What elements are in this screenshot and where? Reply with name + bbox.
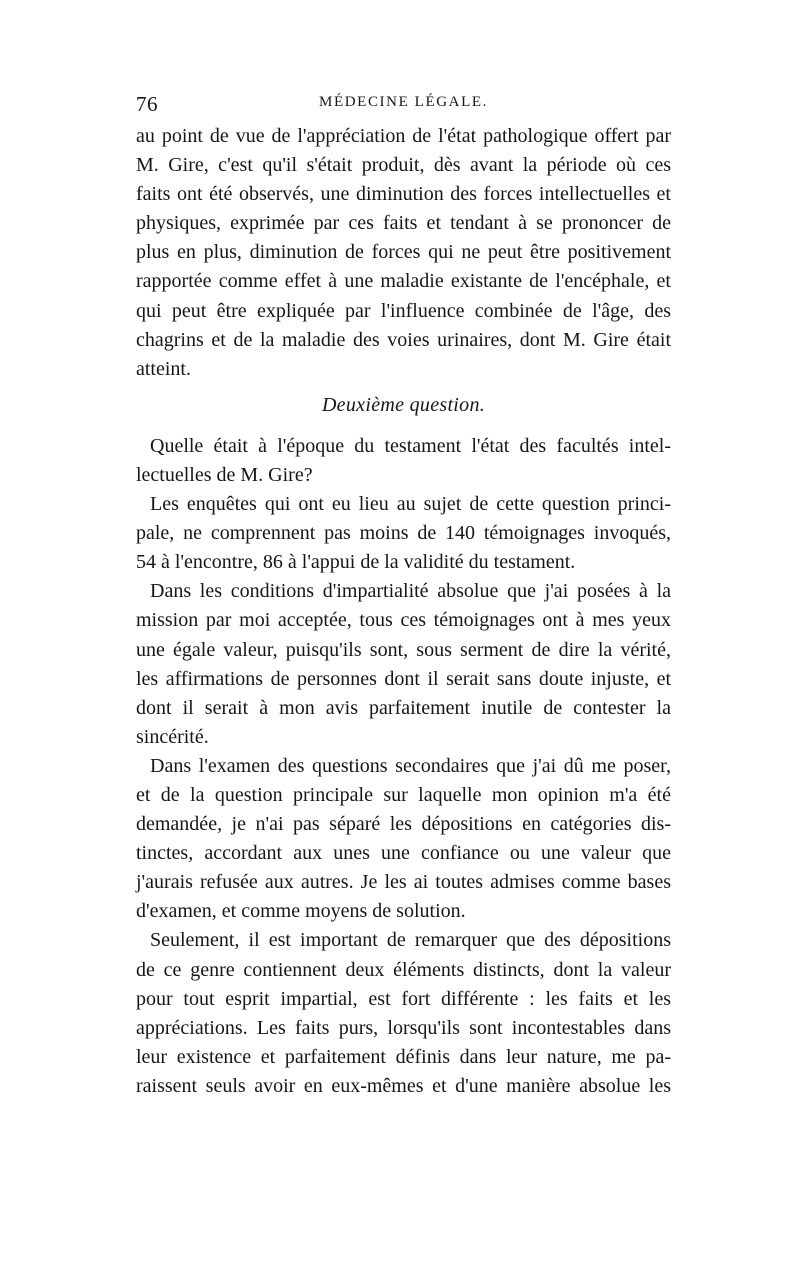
text-line: pour tout esprit impartial, est fort différente : les faits et les [136,987,671,1010]
text-line: rapportée comme effet à une maladie existante de l'encéphale, et [136,270,671,293]
text-line: physiques, exprimée par ces faits et tendant à se prononcer de [136,212,671,235]
text-line: faits ont été observés, une diminution des forces intellectuelles et [136,183,671,206]
text-line: une égale valeur, puisqu'ils sont, sous serment de dire la vérité, [136,638,671,661]
paragraph-1 [136,122,671,384]
paragraph-3 [136,490,671,577]
text-line: Les enquêtes qui ont eu lieu au sujet de cette question princi- [150,493,671,516]
text-line: les affirmations de personnes dont il serait sans doute injuste, et [136,667,671,690]
paragraph-6 [136,926,671,1101]
text-line: lectuelles de M. Gire? [136,463,313,486]
text-line: Dans les conditions d'impartialité absolue que j'ai posées à la [150,580,671,603]
text-line: 54 à l'encontre, 86 à l'appui de la validité du testament. [136,551,576,574]
running-title: MÉDECINE LÉGALE. [319,94,488,110]
paragraph-5 [136,752,671,927]
page-number: 76 [136,92,158,116]
text-line: atteint. [136,357,191,380]
text-line: pale, ne comprennent pas moins de 140 témoignages invoqués, [136,522,671,545]
text-line: mission par moi acceptée, tous ces témoignages ont à mes yeux [136,609,671,632]
text-line: Quelle était à l'époque du testament l'état des facultés intel- [150,434,671,457]
text-line: d'examen, et comme moyens de solution. [136,900,466,923]
paragraph-2 [136,432,671,490]
text-line: tinctes, accordant aux unes une confiance ou une valeur que [136,842,671,865]
body-text [136,122,671,1101]
text-line: demandée, je n'ai pas séparé les dépositions en catégories dis- [136,813,671,836]
text-line: dont il serait à mon avis parfaitement inutile de contester la [136,696,671,719]
running-head [136,92,671,118]
text-line: de ce genre contiennent deux éléments distincts, dont la valeur [136,958,671,981]
text-line: M. Gire, c'est qu'il s'était produit, dès avant la période où ces [136,154,671,177]
text-line: leur existence et parfaitement définis dans leur nature, me pa- [136,1045,671,1068]
text-line: plus en plus, diminution de forces qui ne peut être positivement [136,241,671,264]
paragraph-4 [136,577,671,752]
text-line: qui peut être expliquée par l'influence combinée de l'âge, des [136,299,671,322]
text-line: sincérité. [136,725,209,748]
text-line: j'aurais refusée aux autres. Je les ai toutes admises comme bases [136,871,671,894]
text-line: appréciations. Les faits purs, lorsqu'ils sont incontestables dans [136,1016,671,1039]
text-line: au point de vue de l'appréciation de l'état pathologique offert par [136,125,671,147]
text-line: et de la question principale sur laquelle mon opinion m'a été [136,783,671,806]
text-line: chagrins et de la maladie des voies urinaires, dont M. Gire était [136,328,671,351]
text-line: raissent seuls avoir en eux-mêmes et d'une manière absolue les [136,1074,671,1097]
text-line: Dans l'examen des questions secondaires que j'ai dû me poser, [150,754,671,777]
section-heading: Deuxième question. [321,393,486,416]
text-line: Seulement, il est important de remarquer que des dépositions [150,929,671,952]
